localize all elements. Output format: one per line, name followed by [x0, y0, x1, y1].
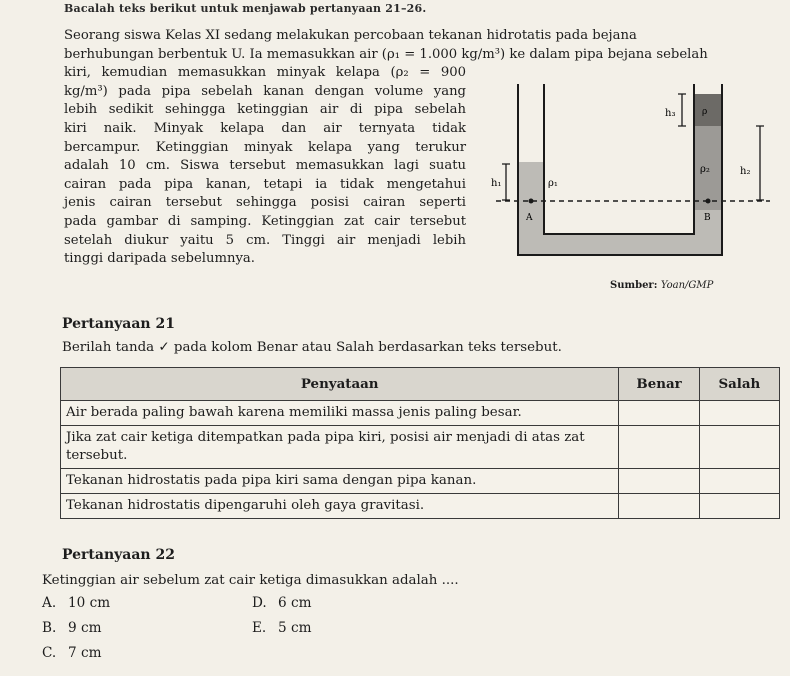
- passage-line: adalah 10 cm. Siswa tersebut memasukkan lagi suatu: [64, 158, 466, 174]
- option-text: 10 cm: [68, 595, 111, 611]
- option-letter: A.: [42, 595, 57, 611]
- point-b-label: B: [704, 213, 711, 223]
- option-d[interactable]: [252, 595, 311, 611]
- true-checkbox-cell[interactable]: [619, 401, 699, 426]
- option-e[interactable]: [252, 620, 311, 636]
- option-letter: D.: [252, 595, 267, 611]
- u-tube-diagram: [488, 82, 790, 282]
- q22-question: Ketinggian air sebelum zat cair ketiga dimasukkan adalah ....: [42, 573, 459, 588]
- passage-line: berhubungan berbentuk U. Ia memasukkan air (ρ₁ = 1.000 kg/m³) ke dalam pipa bejana sebelah: [64, 46, 708, 62]
- table-row: [61, 401, 780, 426]
- h2-bracket: [756, 126, 764, 200]
- point-a-label: A: [526, 213, 533, 223]
- option-a[interactable]: [42, 595, 110, 611]
- caption-prefix: Sumber:: [610, 280, 658, 291]
- unknown-liquid-fill: [694, 94, 722, 126]
- passage-line: tinggi daripada sebelumnya.: [64, 251, 255, 267]
- passage-line: kg/m³) pada pipa sebelah kanan dengan volume yang: [64, 83, 466, 99]
- point-a-dot: [529, 199, 534, 204]
- passage-line: kiri naik. Minyak kelapa dan air ternyata tidak: [64, 120, 466, 136]
- table-row: [61, 469, 780, 494]
- statement-cell: Air berada paling bawah karena memiliki massa jenis paling besar.: [61, 401, 619, 426]
- q21-instruction: Berilah tanda ✓ pada kolom Benar atau Salah berdasarkan teks tersebut.: [62, 340, 562, 355]
- true-checkbox-cell[interactable]: [619, 426, 699, 469]
- table-row: [61, 426, 780, 469]
- q21-title: Pertanyaan 21: [62, 316, 175, 332]
- option-text: 5 cm: [278, 620, 312, 636]
- h1-bracket: [502, 164, 510, 200]
- passage-line: bercampur. Ketinggian minyak kelapa yang terukur: [64, 139, 466, 155]
- false-checkbox-cell[interactable]: [699, 401, 779, 426]
- statement-cell: Tekanan hidrostatis pada pipa kiri sama dengan pipa kanan.: [61, 469, 619, 494]
- statement-cell: Tekanan hidrostatis dipengaruhi oleh gaya gravitasi.: [61, 494, 619, 519]
- h2-label: h₂: [740, 166, 751, 177]
- passage-line: lebih sedikit sehingga ketinggian air di pipa sebelah: [64, 102, 466, 118]
- true-checkbox-cell[interactable]: [619, 494, 699, 519]
- table-row: [61, 494, 780, 519]
- option-text: 9 cm: [68, 620, 102, 636]
- statement-cell: Jika zat cair ketiga ditempatkan pada pipa kiri, posisi air menjadi di atas zat tersebut.: [61, 426, 619, 469]
- passage-line: pada gambar di samping. Ketinggian zat cair tersebut: [64, 213, 466, 229]
- caption-source: Yoan/GMP: [660, 280, 714, 291]
- option-letter: E.: [252, 620, 267, 636]
- rho2-label: ρ₂: [700, 164, 710, 175]
- col-header-statement: Penyataan: [61, 368, 619, 401]
- figure-caption: [610, 280, 713, 291]
- q22-title: Pertanyaan 22: [62, 547, 175, 563]
- rho3-label: ρ: [702, 107, 708, 117]
- false-checkbox-cell[interactable]: [699, 469, 779, 494]
- passage-line: Seorang siswa Kelas XI sedang melakukan percobaan tekanan hidrotatis pada bejana: [64, 28, 637, 43]
- h1-label: h₁: [491, 178, 502, 189]
- col-header-true: Benar: [619, 368, 699, 401]
- statement-table: [60, 367, 780, 519]
- option-text: 7 cm: [68, 645, 102, 661]
- h3-label: h₃: [665, 108, 676, 119]
- table-header-row: [61, 368, 780, 401]
- passage-line: kiri, kemudian memasukkan minyak kelapa (ρ₂ = 900: [64, 65, 466, 81]
- point-b-dot: [706, 199, 711, 204]
- h3-bracket: [678, 94, 686, 126]
- col-header-false: Salah: [699, 368, 779, 401]
- passage-line: setelah diukur yaitu 5 cm. Tinggi air menjadi lebih: [64, 232, 466, 248]
- rho1-label: ρ₁: [548, 178, 558, 189]
- passage-line: cairan pada pipa kanan, tetapi ia tidak mengetahui: [64, 176, 466, 192]
- option-letter: C.: [42, 645, 57, 661]
- option-b[interactable]: [42, 620, 101, 636]
- u-tube-outline: [518, 84, 722, 255]
- false-checkbox-cell[interactable]: [699, 494, 779, 519]
- option-c[interactable]: [42, 645, 101, 661]
- option-text: 6 cm: [278, 595, 312, 611]
- water-fill-bottom: [518, 234, 722, 255]
- section-header: Bacalah teks berikut untuk menjawab pertanyaan 21–26.: [64, 2, 427, 15]
- true-checkbox-cell[interactable]: [619, 469, 699, 494]
- false-checkbox-cell[interactable]: [699, 426, 779, 469]
- option-letter: B.: [42, 620, 57, 636]
- u-tube-figure: [488, 82, 790, 294]
- passage-line: jenis cairan tersebut sehingga posisi cairan seperti: [64, 195, 466, 211]
